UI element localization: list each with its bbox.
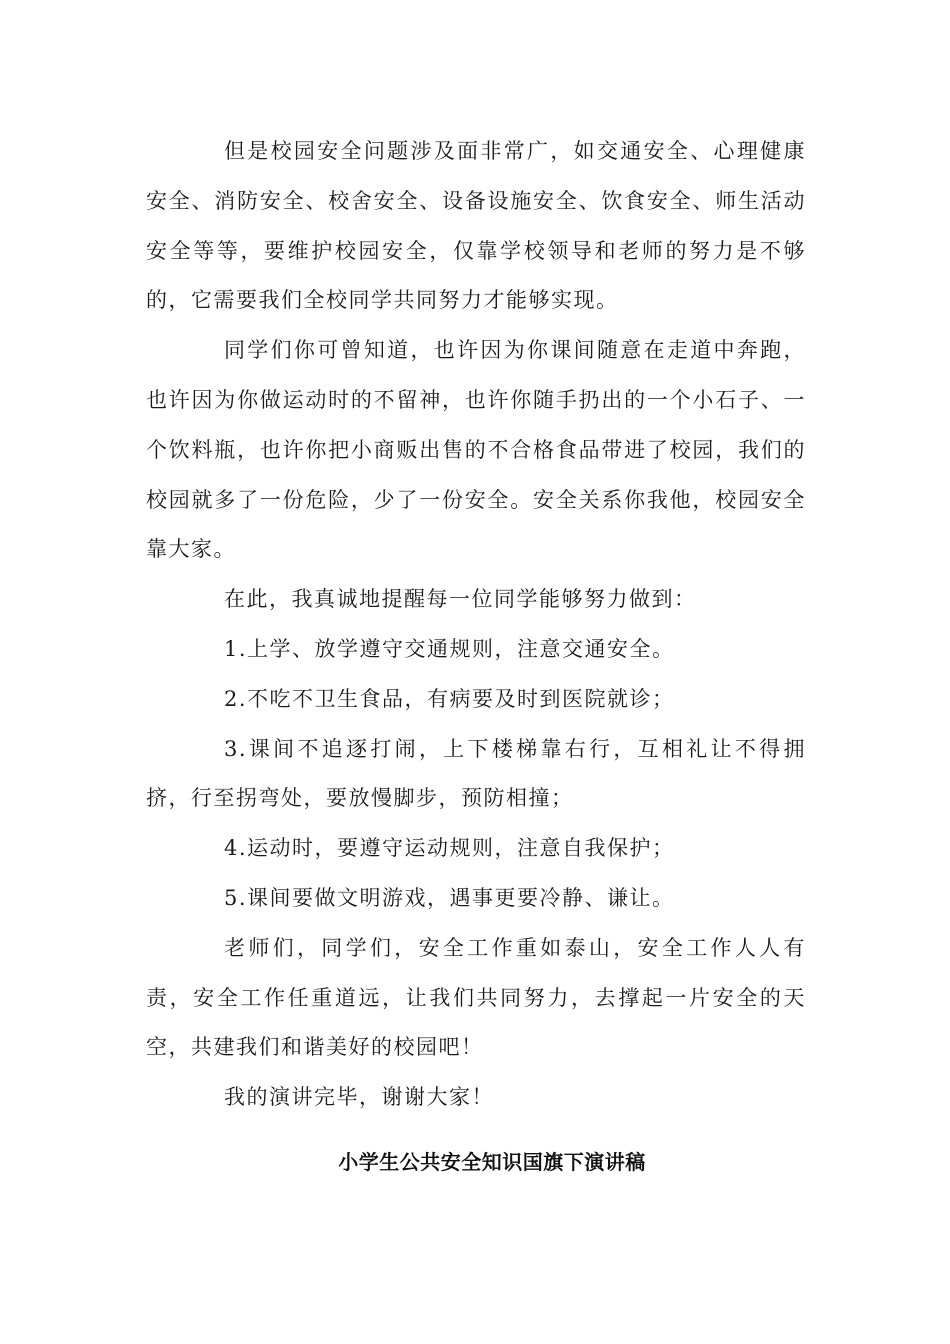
list-item: 3.课间不追逐打闹，上下楼梯靠右行，互相礼让不得拥挤，行至拐弯处，要放慢脚步，预防相撞； bbox=[146, 736, 806, 811]
paragraph-example: 同学们你可曾知道，也许因为你课间随意在走道中奔跑，也许因为你做运动时的不留神，也许你随手扔出的一个小石子、一个饮料瓶，也许你把小商贩出售的不合格食品带进了校园，我们的校园就多了一份危险，少了一份安全。安全关系你我他，校园安全靠大家。 bbox=[146, 338, 806, 562]
list-item: 4.运动时，要遵守运动规则，注意自我保护； bbox=[224, 836, 675, 861]
paragraph-thanks: 我的演讲完毕，谢谢大家！ bbox=[224, 1085, 494, 1110]
paragraph-closing: 老师们，同学们，安全工作重如泰山，安全工作人人有责，安全工作任重道远，让我们共同努力，去撑起一片安全的天空，共建我们和谐美好的校园吧！ bbox=[146, 935, 806, 1060]
paragraph-reminder: 在此，我真诚地提醒每一位同学能够努力做到： bbox=[224, 587, 697, 612]
list-item: 1.上学、放学遵守交通规则，注意交通安全。 bbox=[224, 636, 675, 661]
list-item: 2.不吃不卫生食品，有病要及时到医院就诊； bbox=[224, 686, 675, 711]
list-item: 5.课间要做文明游戏，遇事更要冷静、谦让。 bbox=[224, 885, 675, 910]
document-title: 小学生公共安全知识国旗下演讲稿 bbox=[338, 1150, 646, 1174]
speech-body bbox=[146, 127, 806, 1123]
paragraph-intro: 但是校园安全问题涉及面非常广，如交通安全、心理健康安全、消防安全、校舍安全、设备设施安全、饮食安全、师生活动安全等等，要维护校园安全，仅靠学校领导和老师的努力是不够的，它需要我们全校同学共同努力才能够实现。 bbox=[146, 139, 806, 313]
